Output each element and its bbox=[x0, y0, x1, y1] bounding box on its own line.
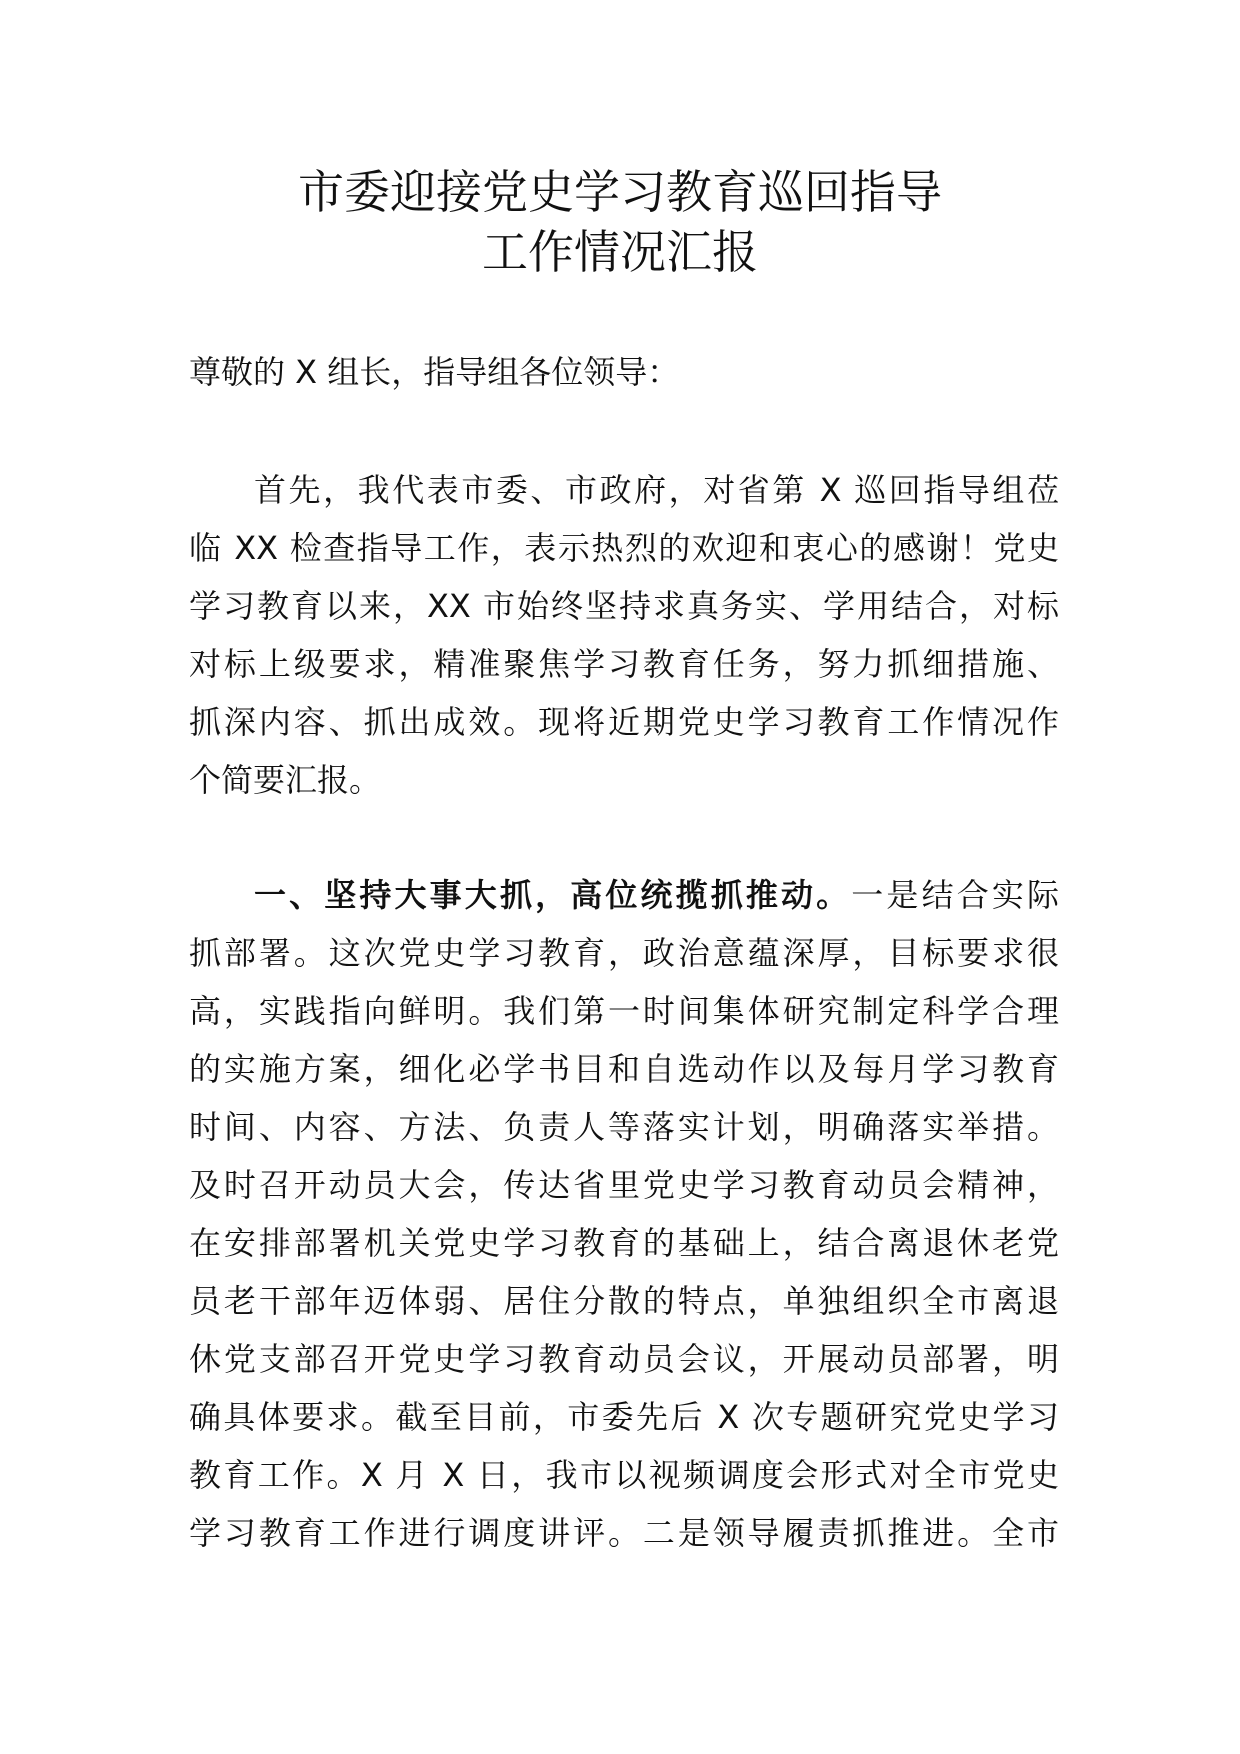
paragraph-line: 临 XX 检查指导工作，表示热烈的欢迎和衷心的感谢！党史 bbox=[189, 529, 1059, 567]
section-heading: 一、坚持大事大抓，高位统揽抓推动。 bbox=[254, 876, 852, 914]
paragraph-section-one bbox=[189, 866, 1059, 1562]
paragraph-line: 教育工作。X 月 X 日，我市以视频调度会形式对全市党史 bbox=[189, 1456, 1059, 1494]
paragraph-intro bbox=[189, 461, 1059, 809]
paragraph-line: 休党支部召开党史学习教育动员会议，开展动员部署，明 bbox=[189, 1340, 1059, 1378]
paragraph-line: 个简要汇报。 bbox=[189, 761, 382, 799]
paragraph-line: 抓深内容、抓出成效。现将近期党史学习教育工作情况作 bbox=[189, 703, 1059, 741]
paragraph-line: 对标上级要求，精准聚焦学习教育任务，努力抓细措施、 bbox=[189, 645, 1059, 683]
paragraph-line: 首先，我代表市委、市政府，对省第 X 巡回指导组莅 bbox=[254, 471, 1059, 509]
paragraph-line: 抓部署。这次党史学习教育，政治意蕴深厚，目标要求很 bbox=[189, 934, 1059, 972]
paragraph-line: 高，实践指向鲜明。我们第一时间集体研究制定科学合理 bbox=[189, 992, 1059, 1030]
title-line-1: 市委迎接党史学习教育巡回指导 bbox=[298, 165, 942, 219]
paragraph-line: 的实施方案，细化必学书目和自选动作以及每月学习教育 bbox=[189, 1050, 1059, 1088]
section-first-line-rest: 一是结合实际 bbox=[851, 876, 1059, 914]
paragraph-line: 在安排部署机关党史学习教育的基础上，结合离退休老党 bbox=[189, 1224, 1059, 1262]
paragraph-line: 员老干部年迈体弱、居住分散的特点，单独组织全市离退 bbox=[189, 1282, 1059, 1320]
document-title bbox=[190, 162, 1050, 282]
salutation: 尊敬的 X 组长，指导组各位领导： bbox=[189, 353, 680, 391]
paragraph-line: 学习教育以来，XX 市始终坚持求真务实、学用结合，对标 bbox=[189, 587, 1059, 625]
paragraph-line bbox=[189, 866, 1059, 924]
paragraph-line: 学习教育工作进行调度讲评。二是领导履责抓推进。全市 bbox=[189, 1514, 1059, 1552]
paragraph-line: 时间、内容、方法、负责人等落实计划，明确落实举措。 bbox=[189, 1108, 1059, 1146]
paragraph-line: 及时召开动员大会，传达省里党史学习教育动员会精神， bbox=[189, 1166, 1059, 1204]
title-line-2: 工作情况汇报 bbox=[482, 225, 758, 279]
paragraph-line: 确具体要求。截至目前，市委先后 X 次专题研究党史学习 bbox=[189, 1398, 1059, 1436]
